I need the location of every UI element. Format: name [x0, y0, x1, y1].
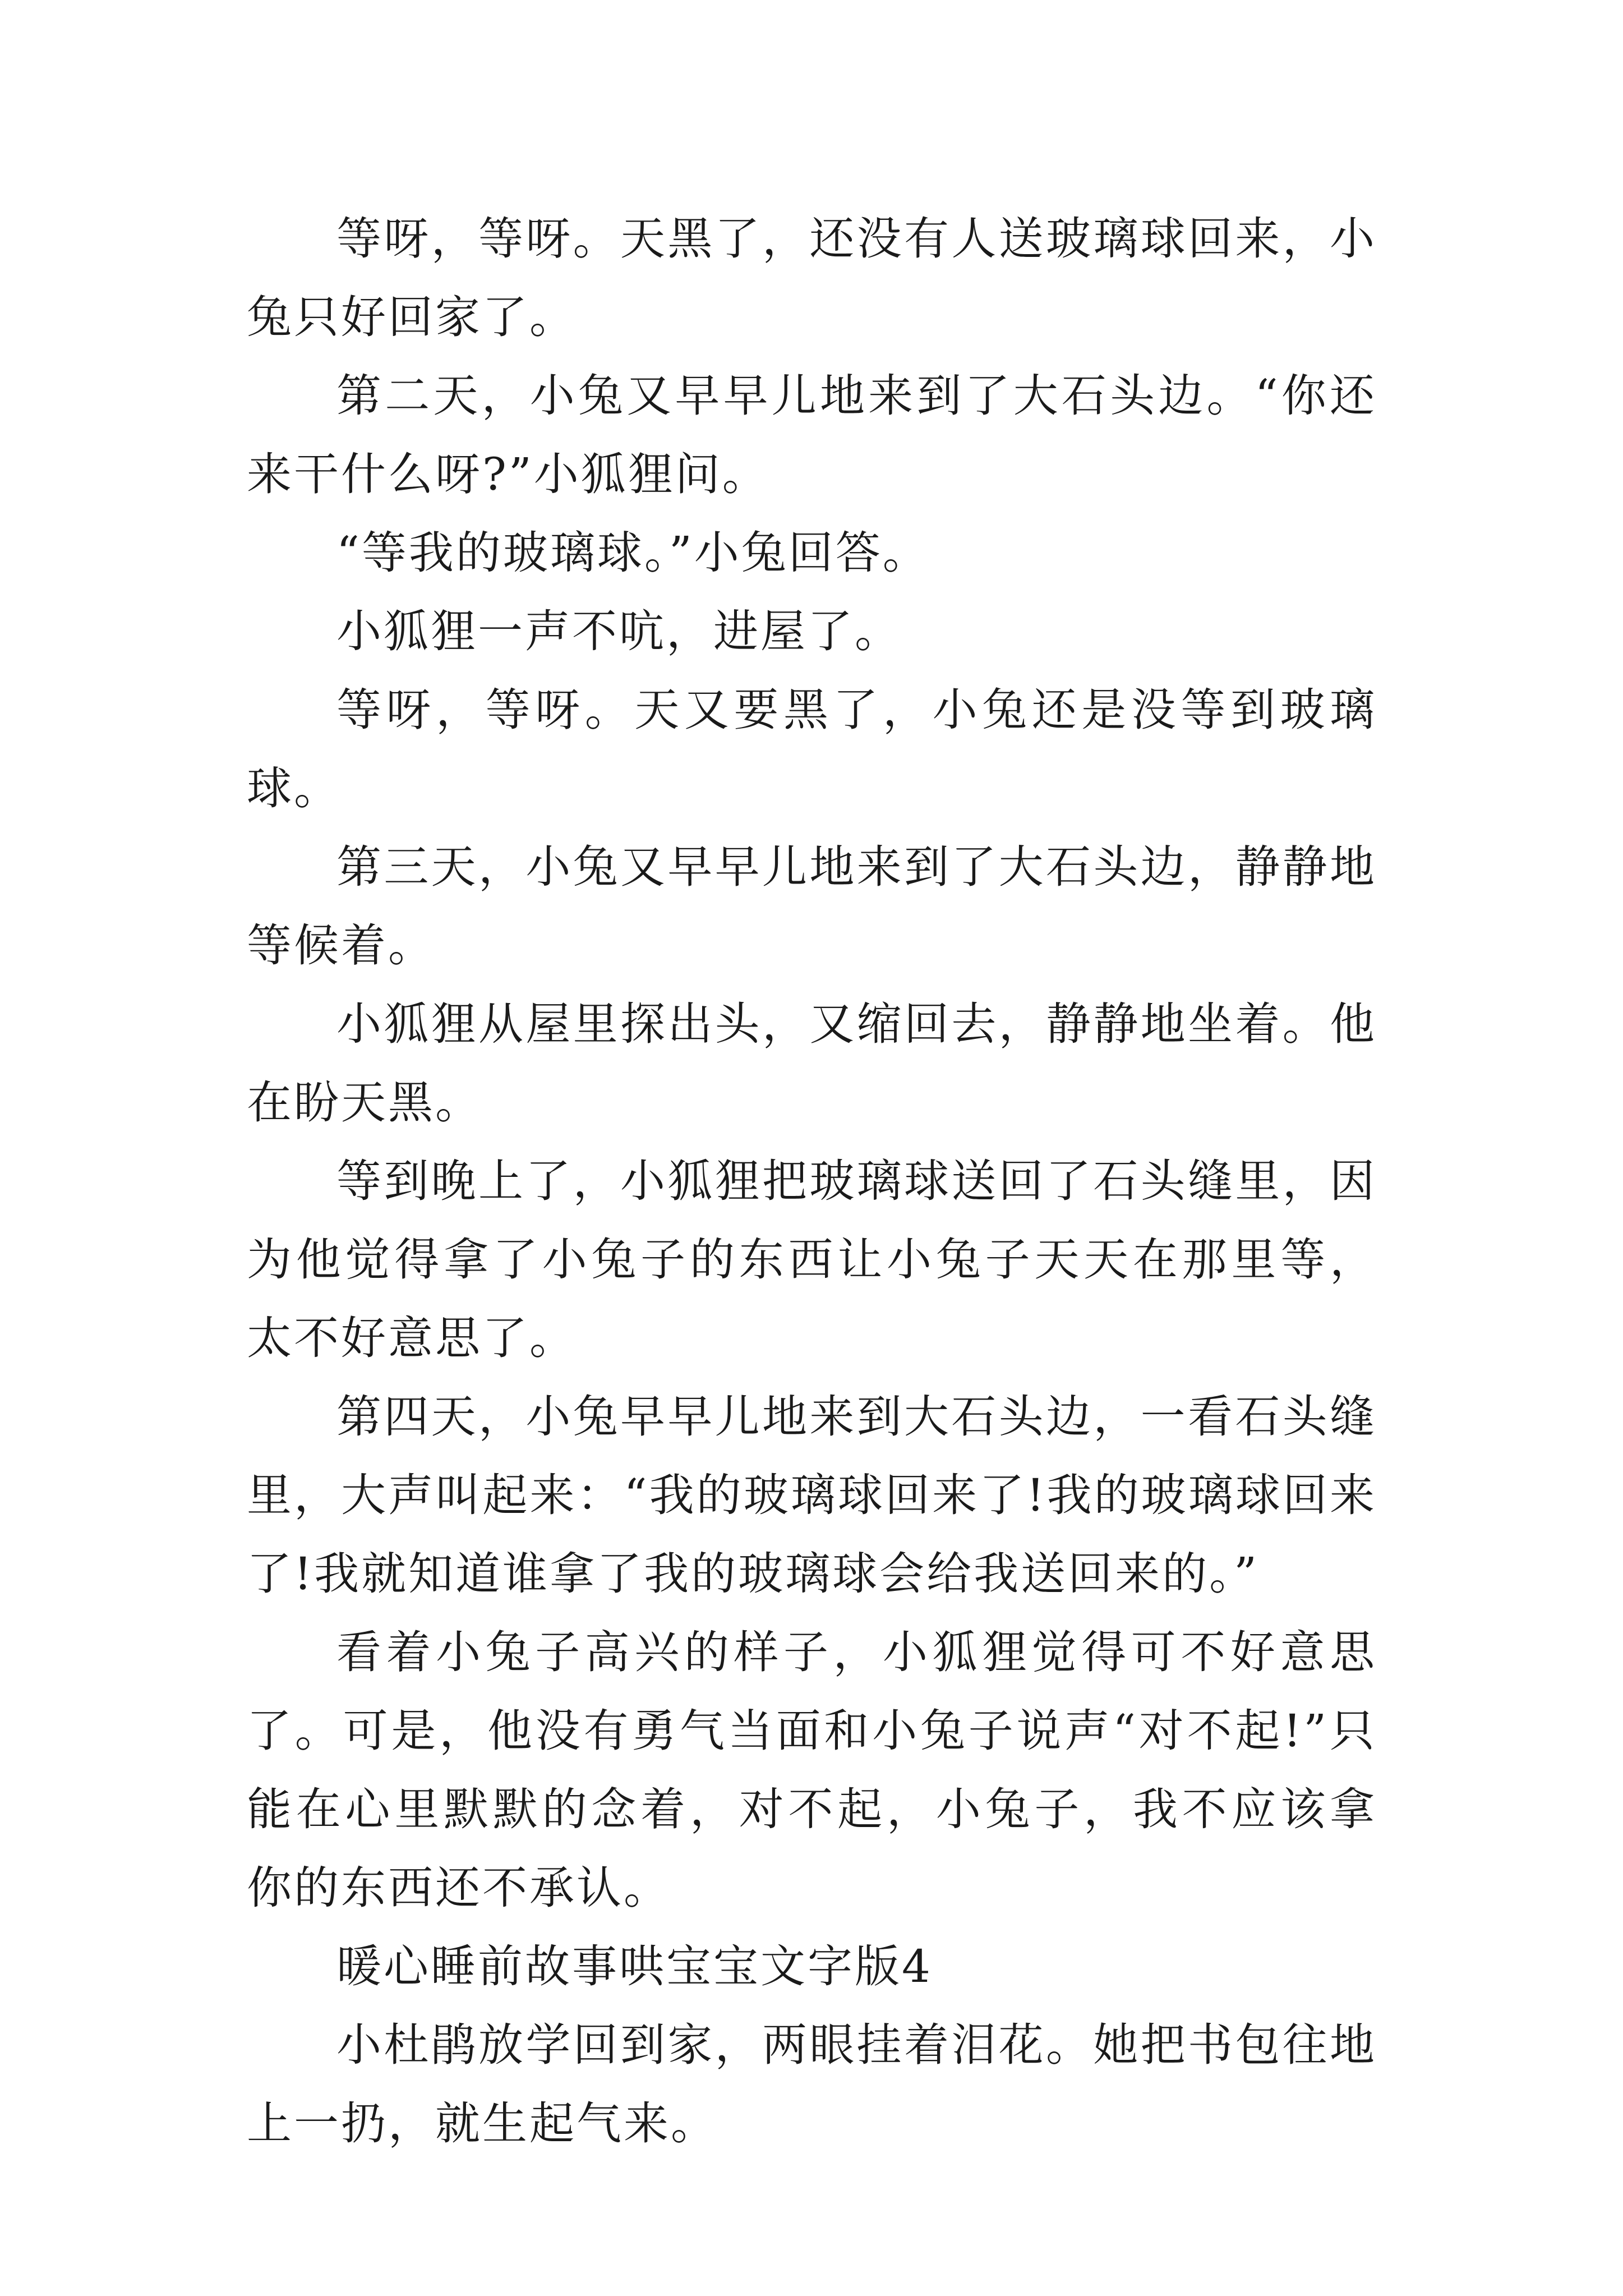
story-title: 暖心睡前故事哄宝宝文字版4: [336, 1940, 933, 1993]
paragraph-4: 小狐狸一声不吭，进屋了。: [336, 605, 902, 657]
paragraph-9: 第四天，小兔早早儿地来到大石头边，一看石头缝里，大声叫起来：“我的玻璃球回来了!我的玻璃球回来了!我就知道谁拿了我的玻璃球会给我送回来的。”: [247, 1391, 1377, 1600]
story-text: [247, 200, 1377, 2163]
paragraph-2: 第二天，小兔又早早儿地来到了大石头边。“你还来干什么呀?”小狐狸问。: [247, 370, 1377, 500]
paragraph-6: 第三天，小兔又早早儿地来到了大石头边，静静地等候着。: [247, 841, 1377, 972]
paragraph-8: 等到晚上了，小狐狸把玻璃球送回了石头缝里，因为他觉得拿了小兔子的东西让小兔子天天在那里等，太不好意思了。: [247, 1155, 1377, 1364]
paragraph-3: “等我的玻璃球。”小兔回答。: [336, 527, 930, 579]
paragraph-11: 小杜鹃放学回到家，两眼挂着泪花。她把书包往地上一扔，就生起气来。: [247, 2019, 1377, 2150]
paragraph-5: 等呀，等呀。天又要黑了，小兔还是没等到玻璃球。: [247, 684, 1377, 815]
paragraph-1: 等呀，等呀。天黑了，还没有人送玻璃球回来，小兔只好回家了。: [247, 213, 1377, 343]
paragraph-10: 看着小兔子高兴的样子，小狐狸觉得可不好意思了。可是，他没有勇气当面和小兔子说声“对不起!”只能在心里默默的念着，对不起，小兔子，我不应该拿你的东西还不承认。: [247, 1626, 1377, 1914]
paragraph-7: 小狐狸从屋里探出头，又缩回去，静静地坐着。他在盼天黑。: [247, 998, 1377, 1129]
